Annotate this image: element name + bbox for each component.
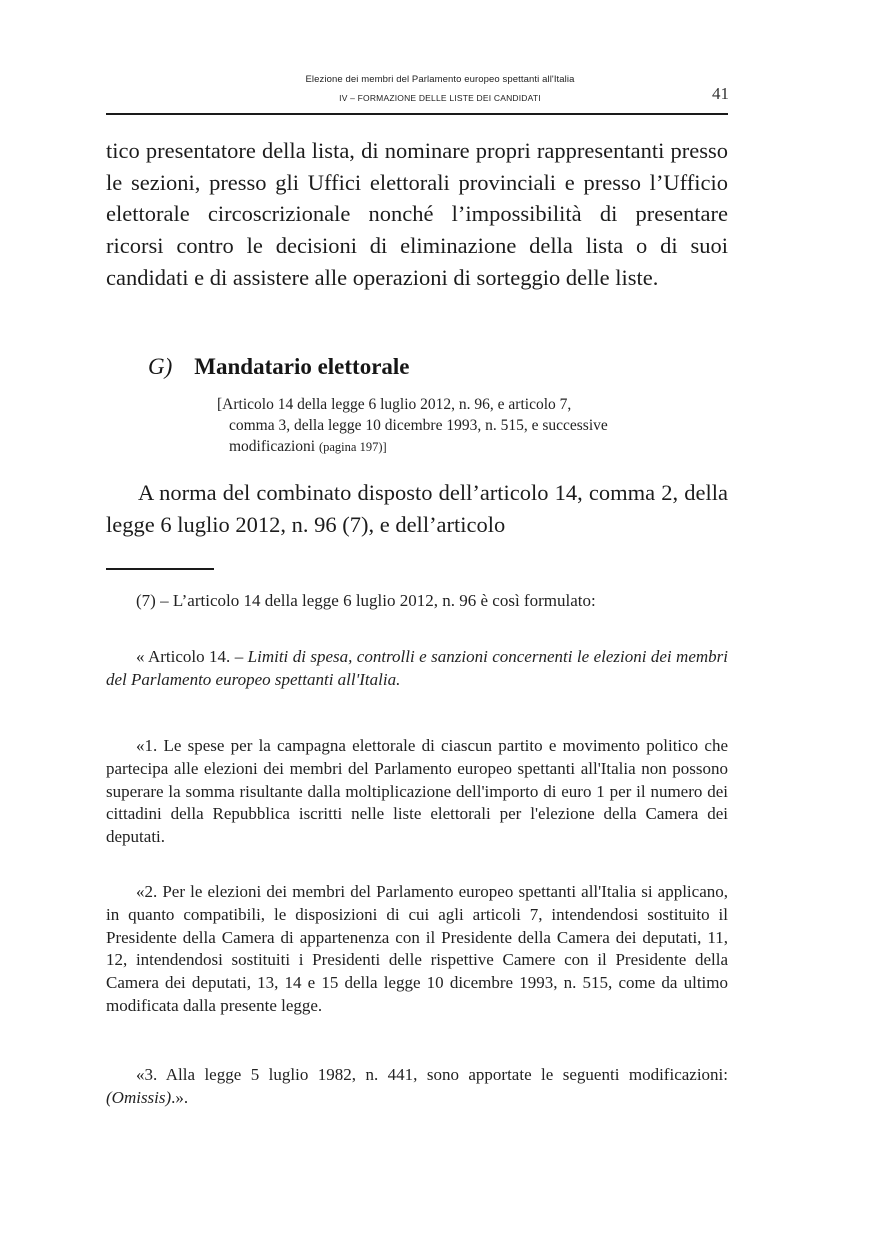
article-label: « Articolo 14. –: [136, 647, 248, 666]
running-header-chapter: IV – FORMAZIONE DELLE LISTE DEI CANDIDATI: [339, 93, 541, 103]
closing-quote: .».: [171, 1087, 189, 1107]
section-heading: [148, 354, 410, 380]
footnote-intro: [106, 590, 728, 613]
footnote-paragraph-1: [106, 735, 728, 849]
footnote-article-heading: [106, 646, 728, 692]
page-number: 41: [712, 84, 729, 103]
footnote-article-heading-text: [106, 646, 728, 692]
omissis-text: (Omissis): [106, 1087, 172, 1107]
footnote-text: «2. Per le elezioni dei membri del Parlamento europeo spettanti all'Italia si applicano, in quanto compatibili, le disposizioni di cui agli articoli 7, intendendosi sostituito il Presidente della Camera di appartenenza con il Presidente della Camera dei deputati, 11, 12, intendendosi sostituiti i Presidenti delle rispettive Camere con il Presidente della Camera dei deputati, 13, 14 e 15 della legge 10 dicembre 1993, n. 515, come da ultimo modificata dalla presente legge.: [106, 882, 728, 1015]
section-title: Mandatario elettorale: [194, 354, 410, 379]
page-reference: (pagina 197)]: [318, 440, 387, 454]
footnote-text: «1. Le spese per la campagna elettorale di ciascun partito e movimento politico che partecipa alle elezioni dei membri del Parlamento europeo spettanti all'Italia non possono superare la somma risultante dalla moltiplicazione dell'importo di euro 1 per il numero dei cittadini della Repubblica iscritti nelle liste elettorali per l'elezione della Camera dei deputati.: [106, 736, 728, 847]
footnote-paragraph-3: [106, 1064, 728, 1110]
article-title: Limiti di spesa, controlli e sanzioni concernenti le elezioni dei membri del Parlamento europeo spettanti all'Italia.: [106, 647, 728, 689]
law-reference: [217, 394, 729, 458]
running-header-title: Elezione dei membri del Parlamento europeo spettanti all'Italia: [305, 74, 575, 85]
paragraph-text: tico presentatore della lista, di nominare propri rappresentanti presso le sezioni, presso gli Uffici elettorali provinciali e presso l’Ufficio elettorale circoscrizionale nonché l’impossibilità di presentare ricorsi contro le decisioni di eliminazione della lista o di suoi candidati e di assistere alle operazioni di sorteggio delle liste.: [106, 138, 728, 290]
footnote-paragraph-2: [106, 881, 728, 1018]
section-letter: G): [148, 354, 173, 379]
law-reference-line-3-text: modificazioni: [229, 438, 319, 455]
body-paragraph-second: [106, 477, 728, 540]
law-reference-line-3: [217, 436, 729, 458]
header-rule: [106, 113, 728, 115]
law-reference-line-1: [Articolo 14 della legge 6 luglio 2012, n. 96, e articolo 7,: [217, 396, 572, 413]
paragraph-text: A norma del combinato disposto dell’articolo 14, comma 2, della legge 6 luglio 2012, n. 96 (7), e dell’articolo: [106, 480, 728, 537]
body-paragraph-continuation: [106, 135, 728, 294]
footnote-paragraph-3-text: [106, 1064, 728, 1110]
footnote-text: «3. Alla legge 5 luglio 1982, n. 441, sono apportate le seguenti modificazioni:: [136, 1065, 728, 1084]
footnote-text: (7) – L’articolo 14 della legge 6 luglio 2012, n. 96 è così formulato:: [136, 591, 596, 610]
law-reference-line-2: comma 3, della legge 10 dicembre 1993, n. 515, e successive: [229, 417, 608, 434]
footnote-separator: [106, 568, 214, 570]
